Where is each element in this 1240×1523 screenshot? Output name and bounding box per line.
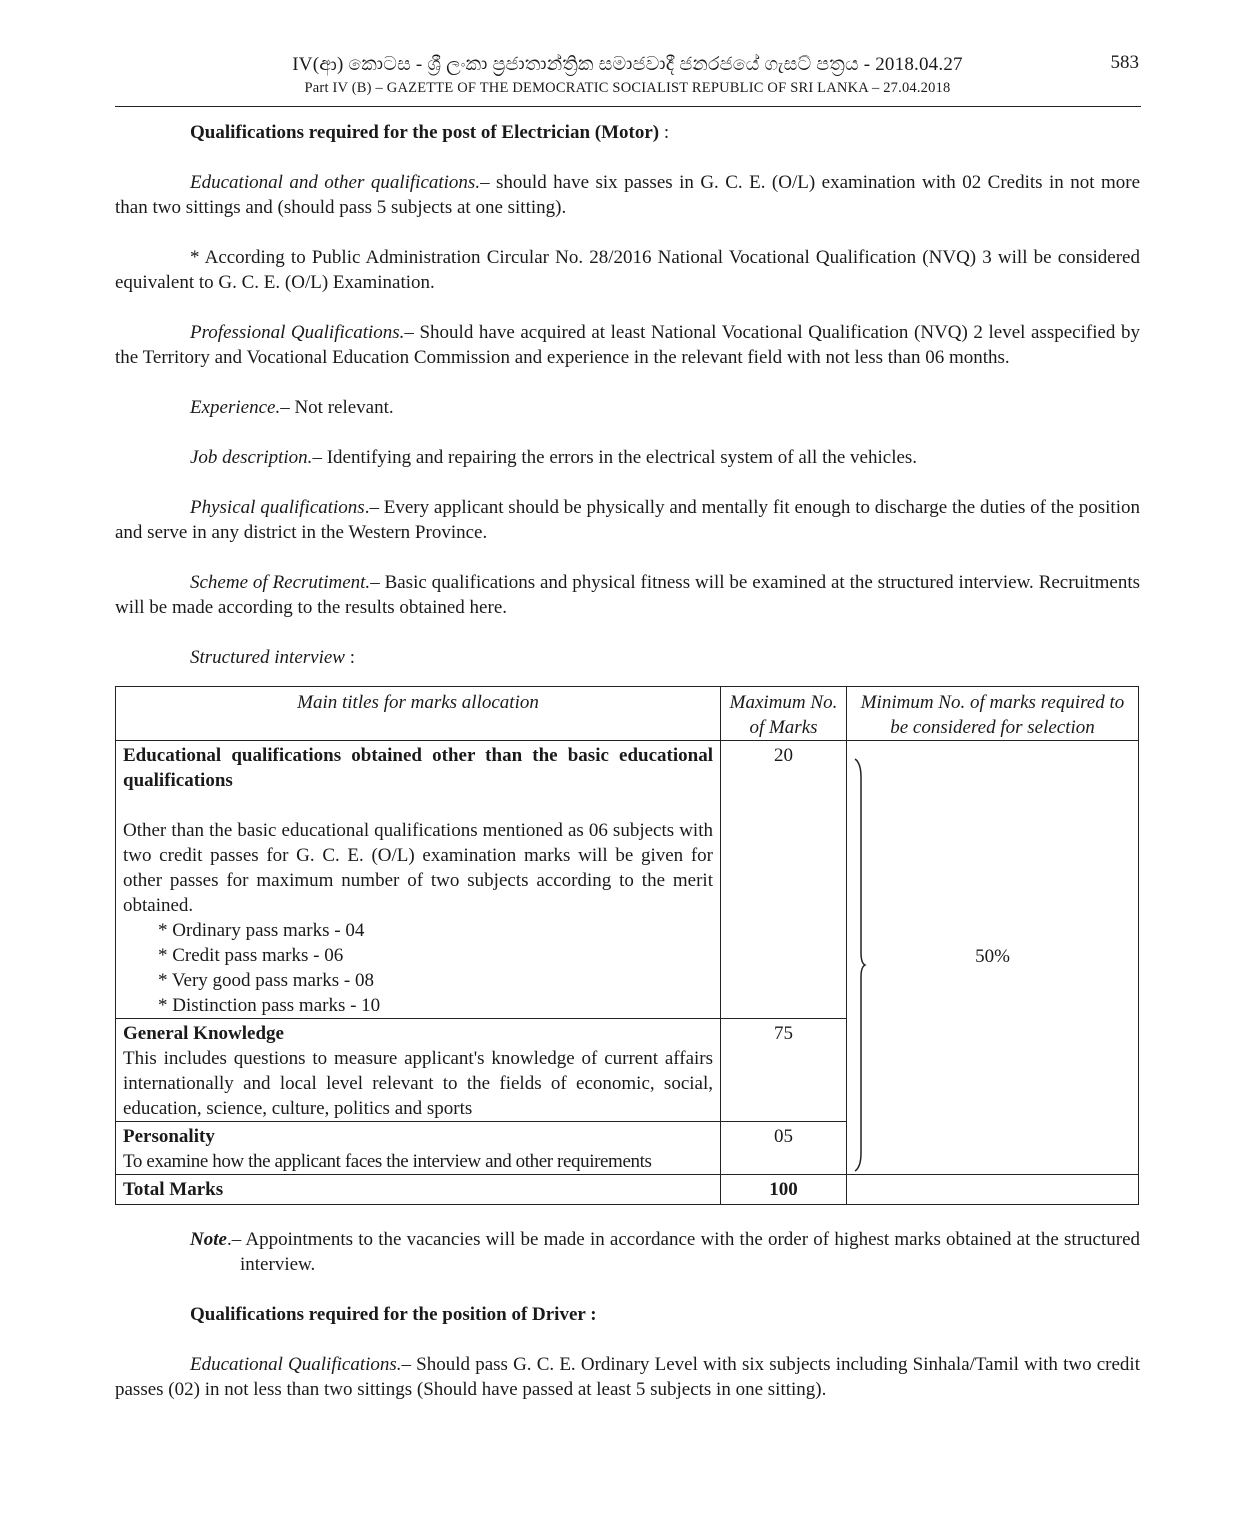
driver-edu-paragraph <box>115 1352 1140 1402</box>
structured-interview-label <box>115 645 1140 670</box>
heading-colon: : <box>659 122 670 143</box>
scheme-label: Scheme of Recrutiment. <box>190 572 371 593</box>
total-empty-cell <box>847 1175 1139 1205</box>
header-max-marks: Maximum No. of Marks <box>721 687 847 741</box>
edu-label: Educational and other qualifications. <box>190 172 481 193</box>
header-main-titles: Main titles for marks allocation <box>116 687 721 741</box>
personality-row-title: Personality <box>123 1126 215 1147</box>
professional-qualifications-paragraph <box>115 320 1140 370</box>
page-body <box>115 120 1140 1427</box>
min-percent: 50% <box>975 946 1010 967</box>
total-marks: 100 <box>721 1175 847 1205</box>
total-label: Total Marks <box>116 1175 721 1205</box>
experience-paragraph <box>115 395 1140 420</box>
list-item: * Credit pass marks - 06 <box>158 945 344 966</box>
phys-text: .– Every applicant should be physically and mentally fit enough to discharge the duties of the position and serve in any district in the Western Province. <box>115 497 1140 543</box>
scheme-paragraph <box>115 570 1140 620</box>
driver-edu-label: Educational Qualifications. <box>190 1354 402 1375</box>
list-item: * Distinction pass marks - 10 <box>158 995 381 1016</box>
job-description-paragraph <box>115 445 1140 470</box>
exp-text: – Not relevant. <box>280 397 394 418</box>
list-item: * Ordinary pass marks - 04 <box>158 920 365 941</box>
edu-row-title: Educational qualifications obtained other than the basic educational qualifications <box>123 745 713 791</box>
table-row <box>116 741 1139 1019</box>
header-sinhala-title: IV(ආ) කොටස - ශ්‍රී ලංකා ප්‍රජාතාන්ත්‍රික සමාජවාදී ජනරජයේ ගැසට් පත්‍රය - 2018.04.27 <box>292 54 963 75</box>
physical-qualifications-paragraph <box>115 495 1140 545</box>
personality-marks: 05 <box>721 1122 847 1175</box>
driver-heading: Qualifications required for the position of Driver : <box>190 1304 597 1325</box>
note-label: Note <box>190 1229 227 1250</box>
edu-text: – should have six passes in G. C. E. (O/L) examination with 02 Credits in not more than two sittings and (should pass 5 subjects at one sitting). <box>115 172 1141 218</box>
interview-colon: : <box>344 647 355 668</box>
nvq-note-paragraph: * According to Public Administration Circular No. 28/2016 National Vocational Qualification (NVQ) 3 will be considered equivalent to G. C. E. (O/L) Examination. <box>115 247 1140 293</box>
header-rule <box>115 106 1141 107</box>
personality-row-description: To examine how the applicant faces the interview and other requirements <box>123 1151 652 1172</box>
personality-cell <box>116 1122 721 1175</box>
edu-cell <box>116 741 721 1019</box>
header-english-title: Part IV (B) – GAZETTE OF THE DEMOCRATIC SOCIALIST REPUBLIC OF SRI LANKA – 27.04.2018 <box>304 80 951 96</box>
table-header-row <box>116 687 1139 741</box>
gk-marks: 75 <box>721 1019 847 1122</box>
header-min-marks: Minimum No. of marks required to be considered for selection <box>847 687 1139 741</box>
page-number: 583 <box>1110 52 1139 73</box>
prof-label: Professional Qualifications. <box>190 322 405 343</box>
table-total-row <box>116 1175 1139 1205</box>
job-label: Job description. <box>190 447 313 468</box>
note-text: .– Appointments to the vacancies will be made in accordance with the order of highest marks obtained at the structured interview. <box>226 1229 1140 1275</box>
list-item: * Very good pass marks - 08 <box>158 970 375 991</box>
gk-cell <box>116 1019 721 1122</box>
page-header <box>115 52 1140 98</box>
electrician-heading <box>190 120 1140 145</box>
job-text: – Identifying and repairing the errors in the electrical system of all the vehicles. <box>312 447 918 468</box>
interview-label-text: Structured interview <box>190 647 345 668</box>
min-marks-cell <box>847 741 1139 1175</box>
driver-edu-text: – Should pass G. C. E. Ordinary Level with six subjects including Sinhala/Tamil with two credit passes (02) in not less than two sittings (Should have passed at least 5 subjects in one sitting). <box>115 1354 1140 1400</box>
marks-table <box>115 686 1139 1205</box>
edu-row-description: Other than the basic educational qualifications mentioned as 06 subjects with two credit passes for G. C. E. (O/L) examination marks will be given for other passes for maximum number of two subjects according to the merit obtained. <box>123 820 713 916</box>
phys-label: Physical qualifications <box>190 497 365 518</box>
electrician-heading-text: Qualifications required for the post of Electrician (Motor) <box>190 122 660 143</box>
note-paragraph <box>190 1227 1140 1277</box>
gk-row-title: General Knowledge <box>123 1023 284 1044</box>
edu-marks: 20 <box>721 741 847 1019</box>
exp-label: Experience. <box>190 397 281 418</box>
edu-qualifications-paragraph <box>115 170 1140 220</box>
gk-row-description: This includes questions to measure applicant's knowledge of current affairs internationally and local level relevant to the fields of economic, social, education, science, culture, politics and sports <box>123 1048 713 1119</box>
prof-text: – Should have acquired at least National Vocational Qualification (NVQ) 2 level asspecified by the Territory and Vocational Education Commission and experience in the relevant field with not less than 06 months. <box>115 322 1140 368</box>
scheme-text: – Basic qualifications and physical fitness will be examined at the structured interview. Recruitments will be made according to the results obtained here. <box>115 572 1141 618</box>
